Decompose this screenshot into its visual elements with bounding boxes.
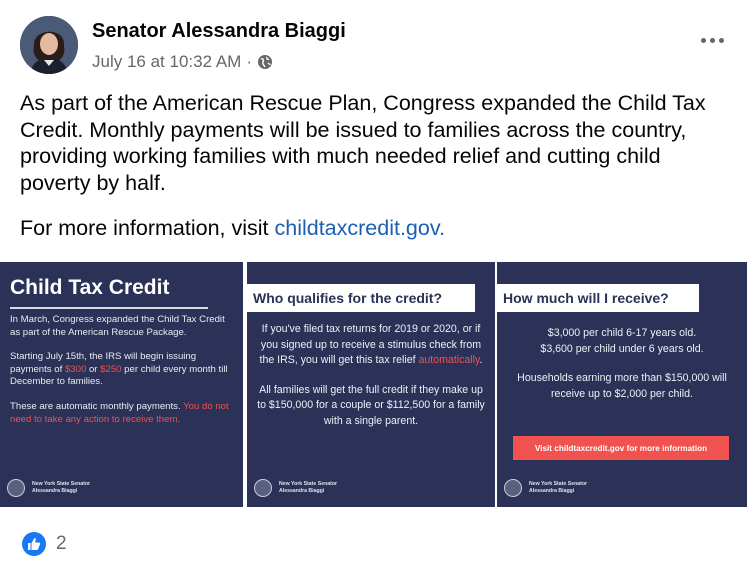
meta-separator: · (246, 52, 252, 71)
card1-footer (7, 479, 90, 497)
footer-line-2: Alessandra Biaggi (279, 488, 325, 494)
globe-icon (257, 54, 273, 70)
more-icon-dot (710, 38, 715, 43)
link-prefix: For more information, visit (20, 216, 275, 240)
card1-amount-250: $250 (100, 363, 122, 375)
footer-line-1: New York State Senator (32, 480, 91, 487)
card2-body (255, 322, 487, 444)
card3-visit-button: Visit childtaxcredit.gov for more information (513, 436, 729, 460)
more-options-button[interactable] (694, 28, 730, 52)
childtaxcredit-link[interactable]: childtaxcredit.gov. (274, 216, 445, 240)
card1-p3-red: You do not need to take any action to receive them. (10, 400, 229, 425)
senate-seal-icon (7, 479, 25, 497)
author-name[interactable]: Senator Alessandra Biaggi (92, 20, 346, 42)
post-meta (92, 52, 273, 72)
card3-footer (504, 479, 587, 497)
post-link-line (20, 214, 445, 242)
image-card-child-tax-credit[interactable] (0, 262, 243, 507)
footer-line-2: Alessandra Biaggi (32, 488, 78, 494)
card3-footer-text (529, 481, 587, 496)
card1-p2-or: or (86, 363, 101, 375)
post-body-text: As part of the American Rescue Plan, Congress expanded the Child Tax Credit. Monthly payments will be issued to families across the country, providing working families with much needed relief and cutting child poverty by half. (20, 91, 706, 195)
card3-p1-line2: $3,600 per child under 6 years old. (540, 342, 704, 355)
card1-divider (10, 307, 208, 309)
card1-title: Child Tax Credit (10, 276, 170, 299)
card1-amount-300: $300 (64, 363, 87, 375)
more-icon-dot (701, 38, 706, 43)
card2-paragraph-1 (255, 322, 487, 369)
card3-paragraph-2: Households earning more than $150,000 will receive up to $2,000 per child. (517, 372, 727, 400)
card1-body (10, 314, 235, 438)
card1-paragraph-2 (10, 351, 235, 389)
card1-footer-text (32, 481, 90, 496)
card2-paragraph-2: All families will get the full credit if they make up to $150,000 for a couple or $112,500 for a family with a single parent. (257, 383, 485, 427)
card1-p2-b: per child every month till December to families. (10, 363, 228, 388)
card2-p1-red: automatically (418, 354, 480, 367)
post-header (20, 14, 730, 74)
footer-line-1: New York State Senator (279, 480, 338, 487)
card2-headline: Who qualifies for the credit? (247, 284, 475, 312)
card2-p1-end: . (479, 354, 483, 367)
author-avatar[interactable] (20, 16, 78, 74)
card1-paragraph-1: In March, Congress expanded the Child Tax Credit as part of the American Rescue Package. (10, 314, 225, 338)
reactions-summary[interactable] (22, 532, 67, 556)
card1-p2-a: Starting July 15th, the IRS will begin issuing payments of (10, 351, 197, 375)
card2-footer (254, 479, 337, 497)
card3-paragraph-1 (503, 326, 741, 357)
image-card-who-qualifies[interactable] (247, 262, 495, 507)
footer-line-2: Alessandra Biaggi (529, 488, 575, 494)
card3-headline: How much will I receive? (497, 284, 699, 312)
like-count: 2 (56, 533, 67, 554)
card3-body (503, 326, 741, 416)
card2-footer-text (279, 481, 337, 496)
like-icon (22, 532, 46, 556)
card3-p1-line1: $3,000 per child 6-17 years old. (547, 327, 697, 339)
card1-paragraph-3 (10, 401, 235, 426)
senate-seal-icon (254, 479, 272, 497)
card2-p1-a: If you've filed tax returns for 2019 or 2020, or if you signed up to receive a stimulus check from the IRS, you will get this tax relief (259, 323, 482, 367)
senate-seal-icon (504, 479, 522, 497)
card1-p3-a: These are automatic monthly payments. (10, 400, 184, 412)
post-timestamp[interactable]: July 16 at 10:32 AM (92, 52, 242, 71)
more-icon-dot (719, 38, 724, 43)
image-card-how-much[interactable] (497, 262, 747, 507)
footer-line-1: New York State Senator (529, 480, 588, 487)
